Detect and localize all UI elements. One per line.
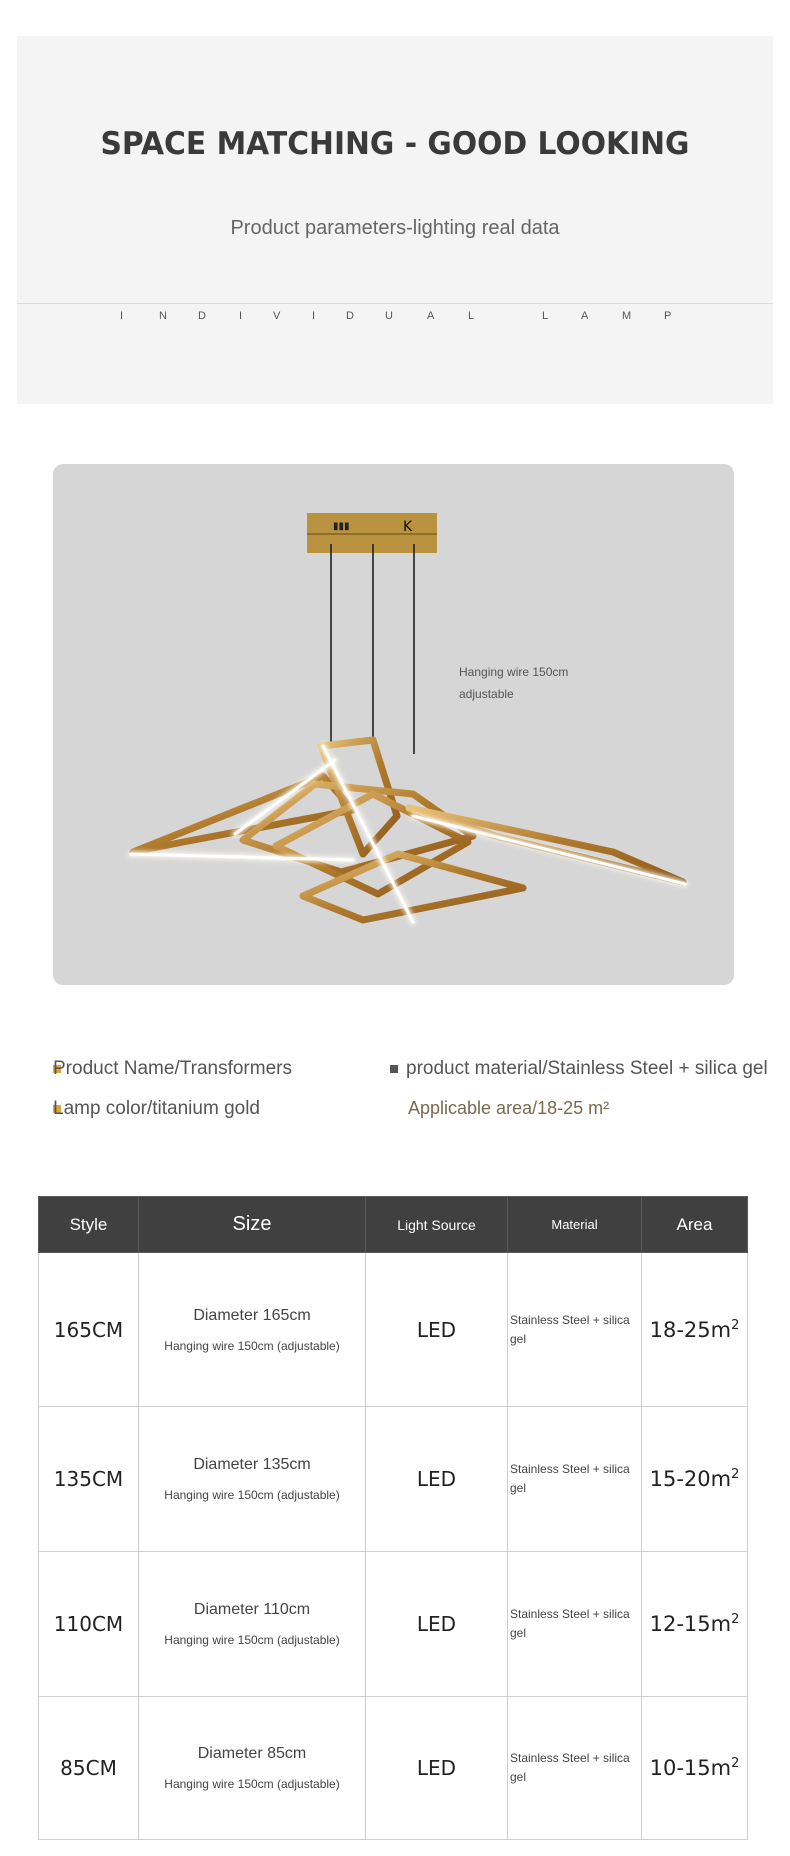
cell-diameter: Diameter 135cm [193,1456,311,1473]
area-value: 10-15m [649,1756,732,1780]
letter: N [159,310,167,322]
letter: L [542,310,549,322]
banner-title: SPACE MATCHING - GOOD LOOKING [100,126,690,162]
cell-light-source: LED [366,1253,508,1407]
table-header-row [39,1197,748,1253]
spec-applicable-area: Applicable area/18-25 m² [408,1098,610,1118]
canopy-letter: K [403,519,413,535]
cell-size [139,1253,366,1407]
letter: A [427,310,435,322]
area-unit: 2 [731,1612,740,1627]
letter: I [120,310,124,322]
area-value: 18-25m [649,1317,732,1342]
cell-area [642,1697,748,1840]
product-specs [0,1048,790,1138]
header-banner [17,36,773,404]
callout-line: adjustable [459,687,514,701]
cell-material: Stainless Steel + silica gel [508,1552,642,1697]
cell-style: 85CM [39,1697,139,1840]
cell-diameter: Diameter 165cm [193,1306,311,1324]
letter: D [346,310,354,322]
cell-material: Stainless Steel + silica gel [508,1697,642,1840]
chandelier-illustration [53,464,734,985]
cell-light-source: LED [366,1697,508,1840]
cell-area [642,1552,748,1697]
cell-style: 110CM [39,1552,139,1697]
area-unit: 2 [731,1756,740,1771]
hanging-wire-callout [459,661,568,705]
cell-wire: Hanging wire 150cm (adjustable) [164,1488,340,1502]
header-style: Style [39,1197,139,1253]
table-row [39,1552,748,1697]
cell-area [642,1253,748,1407]
area-unit: 2 [731,1467,740,1482]
cell-style: 165CM [39,1253,139,1407]
banner-subtitle: Product parameters-lighting real data [230,217,560,239]
cell-size [139,1552,366,1697]
table-row [39,1697,748,1840]
header-area: Area [642,1197,748,1253]
cell-light-source: LED [366,1407,508,1552]
letter: U [385,310,393,322]
cell-material: Stainless Steel + silica gel [508,1407,642,1552]
letter: A [581,310,589,322]
canopy-marks: ▮▮▮ [333,521,350,532]
letter: V [273,310,281,322]
cell-wire: Hanging wire 150cm (adjustable) [164,1633,340,1647]
callout-line: Hanging wire 150cm [459,665,569,679]
cell-diameter: Diameter 85cm [197,1745,307,1762]
lamp-frames [133,740,683,920]
letter: L [468,310,475,322]
cell-wire: Hanging wire 150cm (adjustable) [164,1338,340,1353]
letter: I [312,310,316,322]
area-value: 15-20m [649,1467,732,1491]
table-row [39,1253,748,1407]
spec-material: product material/Stainless Steel + silica gel [406,1058,768,1079]
letter: I [239,310,243,322]
letter: P [664,310,672,322]
cell-wire: Hanging wire 150cm (adjustable) [164,1777,340,1791]
square-bullet-icon [390,1065,398,1073]
cell-style: 135CM [39,1407,139,1552]
header-material: Material [508,1197,642,1253]
product-photo [53,464,734,985]
spec-product-name: Product Name/Transformers [53,1058,292,1079]
letter: D [198,310,206,322]
header-light-source: Light Source [366,1197,508,1253]
area-unit: 2 [731,1317,740,1333]
cell-light-source: LED [366,1552,508,1697]
table-row [39,1407,748,1552]
area-value: 12-15m [649,1612,732,1636]
divider [17,303,773,304]
cell-area [642,1407,748,1552]
cell-material: Stainless Steel + silica gel [508,1253,642,1407]
header-size: Size [139,1197,366,1253]
letter: M [622,310,632,322]
cell-size [139,1407,366,1552]
cell-size [139,1697,366,1840]
parameters-table [38,1196,748,1840]
cell-diameter: Diameter 110cm [193,1601,311,1618]
spec-lamp-color: Lamp color/titanium gold [53,1098,260,1119]
